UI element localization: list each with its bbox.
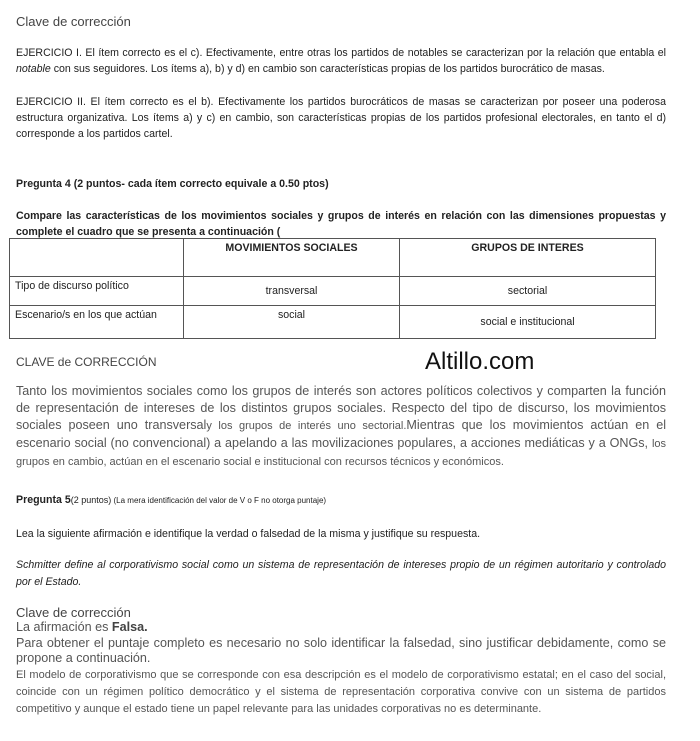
clave-5-instructions: Para obtener el puntaje completo es necesario no solo identificar la falsedad, sino justificar debidamente, como se propone a continuación. [16, 636, 666, 665]
table-row [10, 277, 656, 306]
clave-4-text-1: Tanto los movimientos sociales como los grupos de interés son actores políticos colectivos y comparten la función de representación de intereses de los distintos grupos sociales. Respecto del tipo de discurso, los movimientos sociales poseen uno transversal [16, 384, 666, 432]
ej1-text: EJERCICIO I. El ítem correcto es el c). Efectivamente, entre otras los partidos de notables se caracterizan por la relación que entabla el [16, 47, 666, 59]
ej1-italic: notable [16, 63, 51, 75]
ej1-text-end: con sus seguidores. Los ítems a), b) y d) en cambio son características propias de los partidos burocrático de masas. [50, 63, 605, 75]
clave-5-explanation: El modelo de corporativismo que se corresponde con esa descripción es el modelo de corporativismo estatal; en el caso del social, coincide con un régimen político democrático y el sistema de representación corporativa convive con un sistema de partidos competitivo y aunque el estado tiene un papel relevante para las unidades corporativas no es determinante. [16, 669, 666, 715]
table-header-cell [10, 239, 184, 277]
clave-4-text [16, 383, 666, 471]
ejercicio-2: EJERCICIO II. El ítem correcto es el b). Efectivamente los partidos burocráticos de masas se caracterizan por poseer una poderosa estructura organizativa. Los ítems a) y c) en cambio, son características propias de los partidos profesional electorales, en tanto el d) corresponde a los partidos cartel. [16, 96, 666, 140]
table-cell: transversal [184, 277, 400, 306]
clave-4-text-3: Mientras que los movimientos actúan en el escenario social (no convencional) a apelando a las movilizaciones populares, a acciones mediáticas y a ONGs, [16, 418, 666, 450]
table-cell: Tipo de discurso político [10, 277, 184, 306]
pregunta-4-title: Pregunta 4 (2 puntos- cada ítem correcto equivale a 0.50 ptos) [16, 178, 329, 190]
pregunta-5-statement: Schmitter define al corporativismo social como un sistema de representación de intereses propio de un régimen autoritario y controlado por el Estado. [16, 559, 666, 588]
pregunta-5-label: Pregunta 5 [16, 494, 71, 506]
pregunta-5-points: (2 puntos) [70, 495, 112, 505]
clave-4-text-2: y los grupos de interés uno sectorial. [206, 420, 407, 432]
table-cell: sectorial [400, 277, 656, 306]
answer-value: Falsa. [111, 620, 148, 634]
table-header-cell: MOVIMIENTOS SOCIALES [184, 239, 400, 277]
pregunta-4-prompt: Compare las características de los movimientos sociales y grupos de interés en relación con las dimensiones propuestas y complete el cuadro que se presenta a continuación ( [16, 210, 666, 238]
section-title: Clave de corrección [16, 14, 131, 29]
table-cell: social [184, 306, 400, 339]
table-row [10, 306, 656, 339]
table-cell: Escenario/s en los que actúan [10, 306, 184, 339]
pregunta-5-note: (La mera identificación del valor de V o F no otorga puntaje) [111, 496, 327, 505]
comparison-table [9, 238, 656, 339]
clave-4-text-4: los grupos en cambio, actúan en el escenario social e institucional con recursos técnicos y económicos. [16, 438, 666, 468]
clave-5-title: Clave de corrección [16, 605, 131, 620]
pregunta-5-title [16, 494, 666, 506]
table-header-row [10, 239, 656, 277]
ejercicio-1 [16, 45, 666, 77]
watermark-logo: Altillo.com [425, 348, 535, 375]
clave-4-title: CLAVE de CORRECCIÓN [16, 355, 157, 369]
table-cell: social e institucional [400, 306, 656, 339]
table-header-cell: GRUPOS DE INTERES [400, 239, 656, 277]
answer-label: La afirmación es [16, 620, 112, 634]
pregunta-5-prompt: Lea la siguiente afirmación e identifique la verdad o falsedad de la misma y justifique su respuesta. [16, 528, 481, 540]
clave-5-answer [16, 620, 666, 634]
